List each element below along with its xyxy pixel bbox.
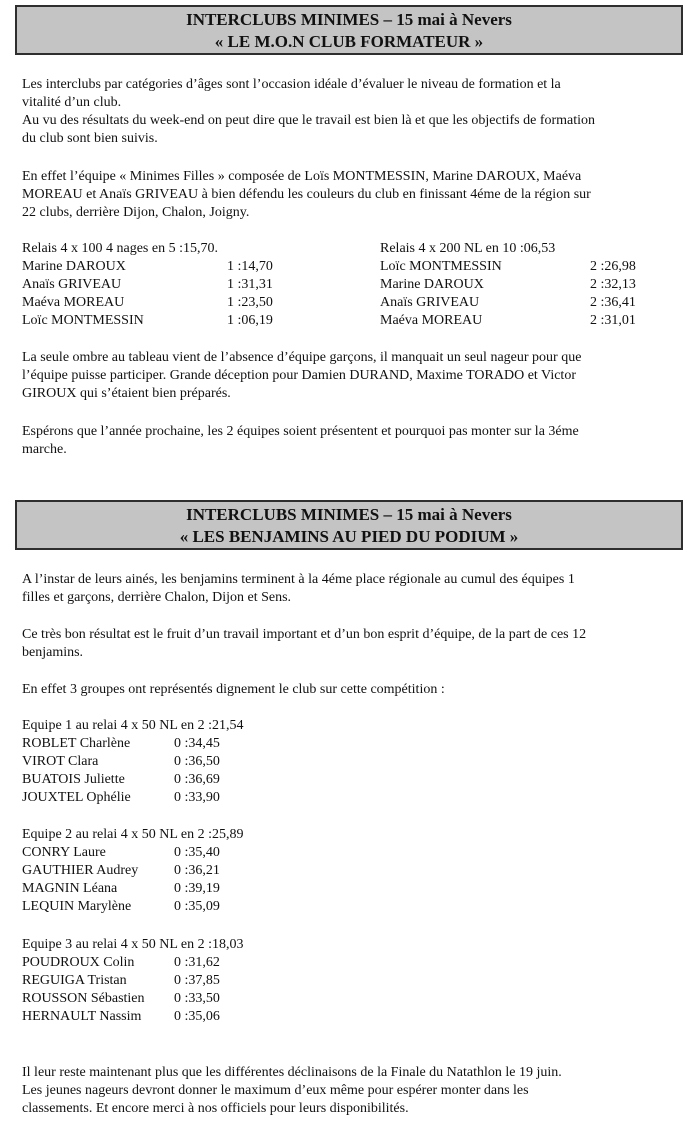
section2-paragraph-2: [22, 626, 682, 662]
swimmer-time: 0 :36,21: [174, 863, 220, 878]
swimmer-name: Anaïs GRIVEAU: [22, 277, 122, 292]
section1-paragraph-4: [22, 423, 682, 459]
text-line: vitalité d’un club.: [22, 95, 122, 110]
text-line: Au vu des résultats du week-end on peut dire que le travail est bien là et que les objectifs de formation: [22, 113, 596, 128]
section1-paragraph-3: [22, 349, 682, 403]
swimmer-time: 1 :06,19: [227, 313, 273, 328]
relay-4x100-table: [22, 240, 322, 330]
swimmer-row: [22, 258, 322, 276]
text-line: benjamins.: [22, 645, 84, 660]
swimmer-name: Maéva MOREAU: [22, 295, 125, 310]
swimmer-time: 0 :36,50: [174, 754, 220, 769]
swimmer-time: 0 :39,19: [174, 881, 220, 896]
relay-heading: Relais 4 x 200 NL en 10 :06,53: [380, 241, 556, 256]
text-line: marche.: [22, 442, 67, 457]
relay-heading: Equipe 2 au relai 4 x 50 NL en 2 :25,89: [22, 827, 244, 842]
team-3-relay-table: [22, 936, 342, 1026]
swimmer-time: 2 :31,01: [590, 313, 636, 328]
swimmer-time: 0 :33,50: [174, 991, 220, 1006]
swimmer-row: [22, 312, 322, 330]
swimmer-name: VIROT Clara: [22, 754, 99, 769]
swimmer-name: Marine DAROUX: [22, 259, 126, 274]
text-line: A l’instar de leurs ainés, les benjamins terminent à la 4éme place régionale au cumul des équipes 1: [22, 572, 575, 587]
swimmer-name: BUATOIS Juliette: [22, 772, 125, 787]
swimmer-time: 0 :37,85: [174, 973, 220, 988]
swimmer-time: 0 :35,40: [174, 845, 220, 860]
text-line: GIROUX qui s’étaient bien préparés.: [22, 386, 231, 401]
text-line: Ce très bon résultat est le fruit d’un travail important et d’un bon esprit d’équipe, de la part de ces 12: [22, 627, 587, 642]
section1-title-line1: INTERCLUBS MINIMES – 15 mai à Nevers: [186, 10, 512, 29]
swimmer-row: [22, 954, 342, 972]
section2-paragraph-3: [22, 681, 682, 699]
swimmer-row: [22, 844, 342, 862]
text-line: Il leur reste maintenant plus que les différentes déclinaisons de la Finale du Natathlon le 19 juin.: [22, 1065, 562, 1080]
swimmer-time: 0 :33,90: [174, 790, 220, 805]
swimmer-time: 1 :14,70: [227, 259, 273, 274]
swimmer-row: [380, 294, 680, 312]
team-1-relay-table: [22, 717, 342, 807]
swimmer-time: 1 :23,50: [227, 295, 273, 310]
swimmer-row: [22, 771, 342, 789]
swimmer-row: [22, 735, 342, 753]
swimmer-time: 2 :32,13: [590, 277, 636, 292]
swimmer-name: Anaïs GRIVEAU: [380, 295, 480, 310]
swimmer-name: HERNAULT Nassim: [22, 1009, 142, 1024]
text-line: 22 clubs, derrière Dijon, Chalon, Joigny.: [22, 205, 250, 220]
swimmer-row: [380, 312, 680, 330]
section1-title-line2: « LE M.O.N CLUB FORMATEUR »: [214, 32, 484, 51]
swimmer-name: Loïc MONTMESSIN: [380, 259, 502, 274]
relay-heading: Equipe 1 au relai 4 x 50 NL en 2 :21,54: [22, 718, 244, 733]
text-line: La seule ombre au tableau vient de l’absence d’équipe garçons, il manquait un seul nageur pour que: [22, 350, 582, 365]
swimmer-time: 0 :35,06: [174, 1009, 220, 1024]
text-line: En effet 3 groupes ont représentés dignement le club sur cette compétition :: [22, 682, 445, 697]
text-line: Espérons que l’année prochaine, les 2 équipes soient présentent et pourquoi pas monter sur la 3éme: [22, 424, 579, 439]
section1-paragraph-2: [22, 168, 682, 222]
relay-4x200-table: [380, 240, 680, 330]
swimmer-row: [22, 880, 342, 898]
swimmer-name: POUDROUX Colin: [22, 955, 135, 970]
swimmer-time: 0 :36,69: [174, 772, 220, 787]
section1-paragraph-1: [22, 76, 682, 148]
text-line: l’équipe puisse participer. Grande déception pour Damien DURAND, Maxime TORADO et Victor: [22, 368, 576, 383]
swimmer-row: [22, 862, 342, 880]
swimmer-row: [22, 753, 342, 771]
swimmer-name: CONRY Laure: [22, 845, 106, 860]
relay-heading: Relais 4 x 100 4 nages en 5 :15,70.: [22, 241, 218, 256]
section2-paragraph-4: [22, 1064, 682, 1118]
swimmer-time: 0 :35,09: [174, 899, 220, 914]
swimmer-row: [22, 898, 342, 916]
swimmer-name: ROUSSON Sébastien: [22, 991, 145, 1006]
section2-title-line2: « LES BENJAMINS AU PIED DU PODIUM »: [179, 527, 519, 546]
swimmer-name: LEQUIN Marylène: [22, 899, 132, 914]
swimmer-name: Loïc MONTMESSIN: [22, 313, 144, 328]
swimmer-time: 0 :34,45: [174, 736, 220, 751]
swimmer-row: [22, 1008, 342, 1026]
text-line: En effet l’équipe « Minimes Filles » composée de Loïs MONTMESSIN, Marine DAROUX, Maéva: [22, 169, 582, 184]
swimmer-name: Marine DAROUX: [380, 277, 484, 292]
swimmer-time: 0 :31,62: [174, 955, 220, 970]
swimmer-time: 2 :36,41: [590, 295, 636, 310]
section2-title-banner: [15, 500, 683, 550]
team-2-relay-table: [22, 826, 342, 916]
section2-title-line1: INTERCLUBS MINIMES – 15 mai à Nevers: [186, 505, 512, 524]
swimmer-row: [22, 789, 342, 807]
text-line: classements. Et encore merci à nos officiels pour leurs disponibilités.: [22, 1101, 409, 1116]
text-line: filles et garçons, derrière Chalon, Dijon et Sens.: [22, 590, 292, 605]
swimmer-row: [380, 276, 680, 294]
swimmer-row: [22, 990, 342, 1008]
text-line: MOREAU et Anaïs GRIVEAU à bien défendu les couleurs du club en finissant 4éme de la région sur: [22, 187, 591, 202]
swimmer-name: MAGNIN Léana: [22, 881, 118, 896]
swimmer-name: ROBLET Charlène: [22, 736, 131, 751]
section2-paragraph-1: [22, 571, 682, 607]
text-line: du club sont bien suivis.: [22, 131, 158, 146]
swimmer-name: REGUIGA Tristan: [22, 973, 127, 988]
swimmer-row: [22, 276, 322, 294]
section1-title-banner: [15, 5, 683, 55]
swimmer-time: 1 :31,31: [227, 277, 273, 292]
swimmer-time: 2 :26,98: [590, 259, 636, 274]
text-line: Les interclubs par catégories d’âges sont l’occasion idéale d’évaluer le niveau de formation et la: [22, 77, 561, 92]
text-line: Les jeunes nageurs devront donner le maximum d’eux même pour espérer monter dans les: [22, 1083, 529, 1098]
swimmer-row: [22, 972, 342, 990]
swimmer-name: Maéva MOREAU: [380, 313, 483, 328]
swimmer-row: [380, 258, 680, 276]
swimmer-name: GAUTHIER Audrey: [22, 863, 139, 878]
relay-heading: Equipe 3 au relai 4 x 50 NL en 2 :18,03: [22, 937, 244, 952]
swimmer-row: [22, 294, 322, 312]
swimmer-name: JOUXTEL Ophélie: [22, 790, 131, 805]
